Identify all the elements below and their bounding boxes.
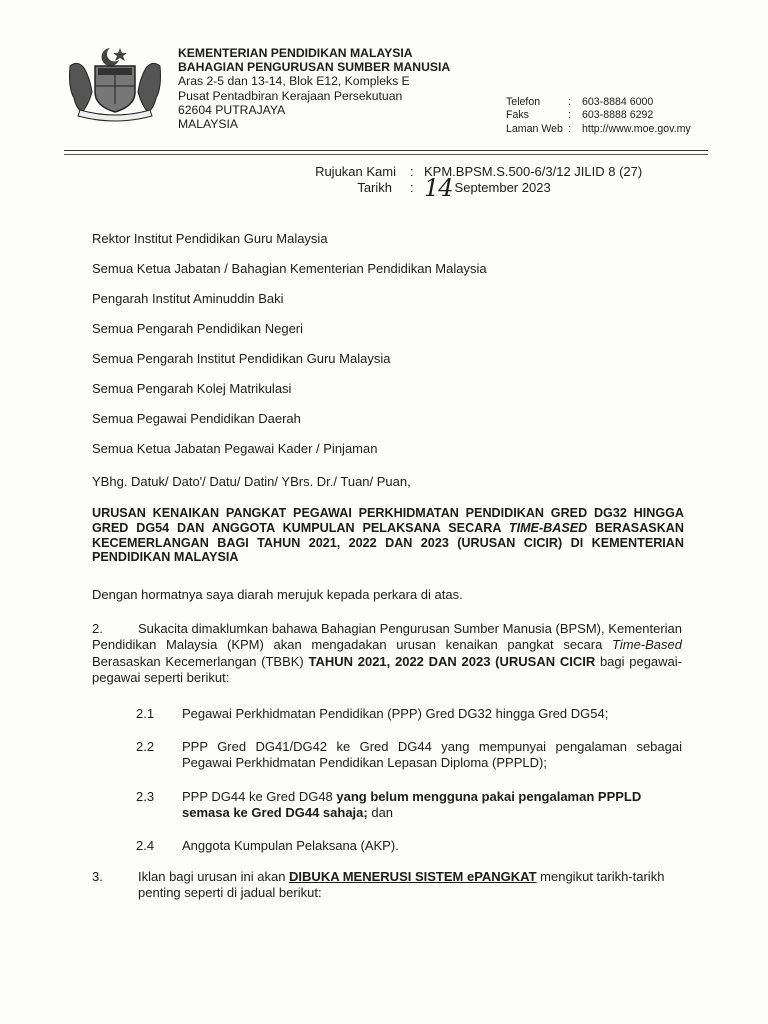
subject-text: BERASASKAN KECEMERLANGAN BAGI TAHUN 2021, 2022 DAN 2023 (URUSAN CICIR) DI KEMENTERIAN PENDIDIKAN MALAYSIA — [92, 520, 684, 565]
list-item-number: 2.3 — [136, 789, 155, 804]
list-item — [136, 838, 682, 854]
address-line: Pusat Pentadbiran Kerajaan Persekutuan — [178, 88, 403, 103]
paragraph-italic: Time-Based — [612, 637, 682, 653]
contact-sep: : — [568, 96, 571, 108]
contact-value: 603-8884 6000 — [582, 96, 654, 108]
list-item-body: Pegawai Perkhidmatan Pendidikan (PPP) Gred DG32 hingga Gred DG54; — [182, 706, 609, 721]
list-item-bold: yang belum mengguna pakai pengalaman PPPLD semasa ke Gred DG44 sahaja; — [182, 789, 642, 821]
list-item-number: 2.2 — [136, 739, 155, 754]
date-label: Tarikh — [357, 180, 392, 195]
contact-faks — [506, 109, 691, 122]
paragraph-2 — [92, 621, 682, 687]
list-item-number: 2.1 — [136, 706, 155, 721]
paragraph-3 — [92, 869, 684, 902]
contact-label: Telefon — [506, 96, 541, 108]
recipient: Semua Pengarah Pendidikan Negeri — [92, 321, 304, 336]
contact-sep: : — [568, 109, 571, 122]
header-divider — [64, 150, 708, 151]
recipient: Semua Ketua Jabatan Pegawai Kader / Pinjaman — [92, 441, 378, 456]
list-item-text — [182, 838, 682, 854]
reference-label: Rujukan Kami — [315, 164, 396, 179]
address-line: MALAYSIA — [178, 117, 239, 132]
list-item — [136, 789, 682, 822]
subject-text: URUSAN KENAIKAN PANGKAT PEGAWAI PERKHIDMATAN PENDIDIKAN GRED DG32 HINGGA GRED DG54 DAN ANGGOTA KUMPULAN PELAKSANA SECARA — [92, 506, 684, 535]
address-line: Aras 2-5 dan 13-14, Blok E12, Kompleks E — [178, 74, 410, 89]
reference-block — [312, 164, 643, 202]
list-item-body: PPP Gred DG41/DG42 ke Gred DG44 yang mempunyai pengalaman sebagai Pegawai Perkhidmatan Pendidikan Lepasan Diploma (PPPLD); — [182, 739, 682, 771]
reference-sep: : — [410, 164, 414, 179]
paragraph-text: Berasaskan Kecemerlangan (TBBK) — [92, 653, 309, 669]
paragraph-underlined: DIBUKA MENERUSI SISTEM ePANGKAT — [289, 869, 537, 884]
date-day-handwritten: 14 — [424, 174, 453, 202]
date-sep: : — [410, 180, 414, 195]
list-item-text — [182, 706, 682, 722]
list-item-text — [182, 789, 682, 822]
paragraph-text — [138, 869, 684, 902]
subject-heading — [92, 506, 684, 565]
list-item-number: 2.4 — [136, 838, 155, 853]
date-month-year: September 2023 — [454, 180, 551, 195]
paragraph-bold: TAHUN 2021, 2022 DAN 2023 (URUSAN CICIR — [308, 653, 596, 669]
salutation: YBhg. Datuk/ Dato'/ Datu/ Datin/ YBrs. Dr./ Tuan/ Puan, — [92, 474, 411, 489]
list-item-text — [182, 739, 682, 772]
contact-sep: : — [568, 122, 571, 135]
recipient: Rektor Institut Pendidikan Guru Malaysia — [92, 231, 328, 246]
contact-value: 603-8888 6292 — [582, 109, 654, 122]
contact-label: Laman Web — [506, 122, 563, 135]
list-item-tail: dan — [367, 805, 394, 821]
opening-line: Dengan hormatnya saya diarah merujuk kepada perkara di atas. — [92, 587, 463, 602]
paragraph-text: bagi pegawai-pegawai seperti berikut: — [92, 653, 682, 686]
paragraph-number: 3. — [92, 869, 103, 884]
reference-row — [312, 164, 642, 180]
header-divider-thin — [64, 154, 708, 155]
recipient: Pengarah Institut Aminuddin Baki — [92, 291, 284, 306]
address-line: 62604 PUTRAJAYA — [178, 102, 286, 117]
ministry-name: KEMENTERIAN PENDIDIKAN MALAYSIA — [178, 46, 413, 60]
contact-web — [506, 123, 691, 136]
recipient: Semua Pengarah Kolej Matrikulasi — [92, 381, 292, 396]
paragraph-text-part: mengikut tarikh-tarikh penting seperti di jadual berikut: — [138, 869, 665, 901]
reference-value: KPM.BPSM.S.500-6/3/12 JILID 8 (27) — [424, 164, 643, 179]
recipient: Semua Ketua Jabatan / Bahagian Kementerian Pendidikan Malaysia — [92, 261, 487, 276]
paragraph-text: Sukacita dimaklumkan bahawa Bahagian Pengurusan Sumber Manusia (BPSM), Kementerian Pendidikan Malaysia (KPM) akan mengadakan urusan kenaikan pangkat secara — [92, 621, 682, 653]
organisation-block — [178, 46, 450, 131]
contact-value[interactable]: http://www.moe.gov.my — [582, 122, 691, 135]
list-item-body: Anggota Kumpulan Pelaksana (AKP). — [182, 838, 399, 853]
contact-block — [506, 96, 691, 136]
list-item — [136, 739, 682, 772]
paragraph-number: 2. — [92, 621, 103, 636]
list-item-body: PPP DG44 ke Gred DG48 — [182, 789, 337, 804]
list-item — [136, 706, 682, 722]
contact-label: Faks — [506, 109, 529, 122]
division-name: BAHAGIAN PENGURUSAN SUMBER MANUSIA — [178, 60, 451, 75]
paragraph-text-part: Iklan bagi urusan ini akan — [138, 869, 290, 884]
subject-italic: TIME-BASED — [508, 520, 588, 535]
coat-of-arms-icon — [60, 44, 170, 124]
date-row — [312, 174, 642, 202]
recipient: Semua Pengarah Institut Pendidikan Guru Malaysia — [92, 351, 391, 366]
contact-telefon — [506, 96, 691, 109]
recipient: Semua Pegawai Pendidikan Daerah — [92, 411, 301, 426]
